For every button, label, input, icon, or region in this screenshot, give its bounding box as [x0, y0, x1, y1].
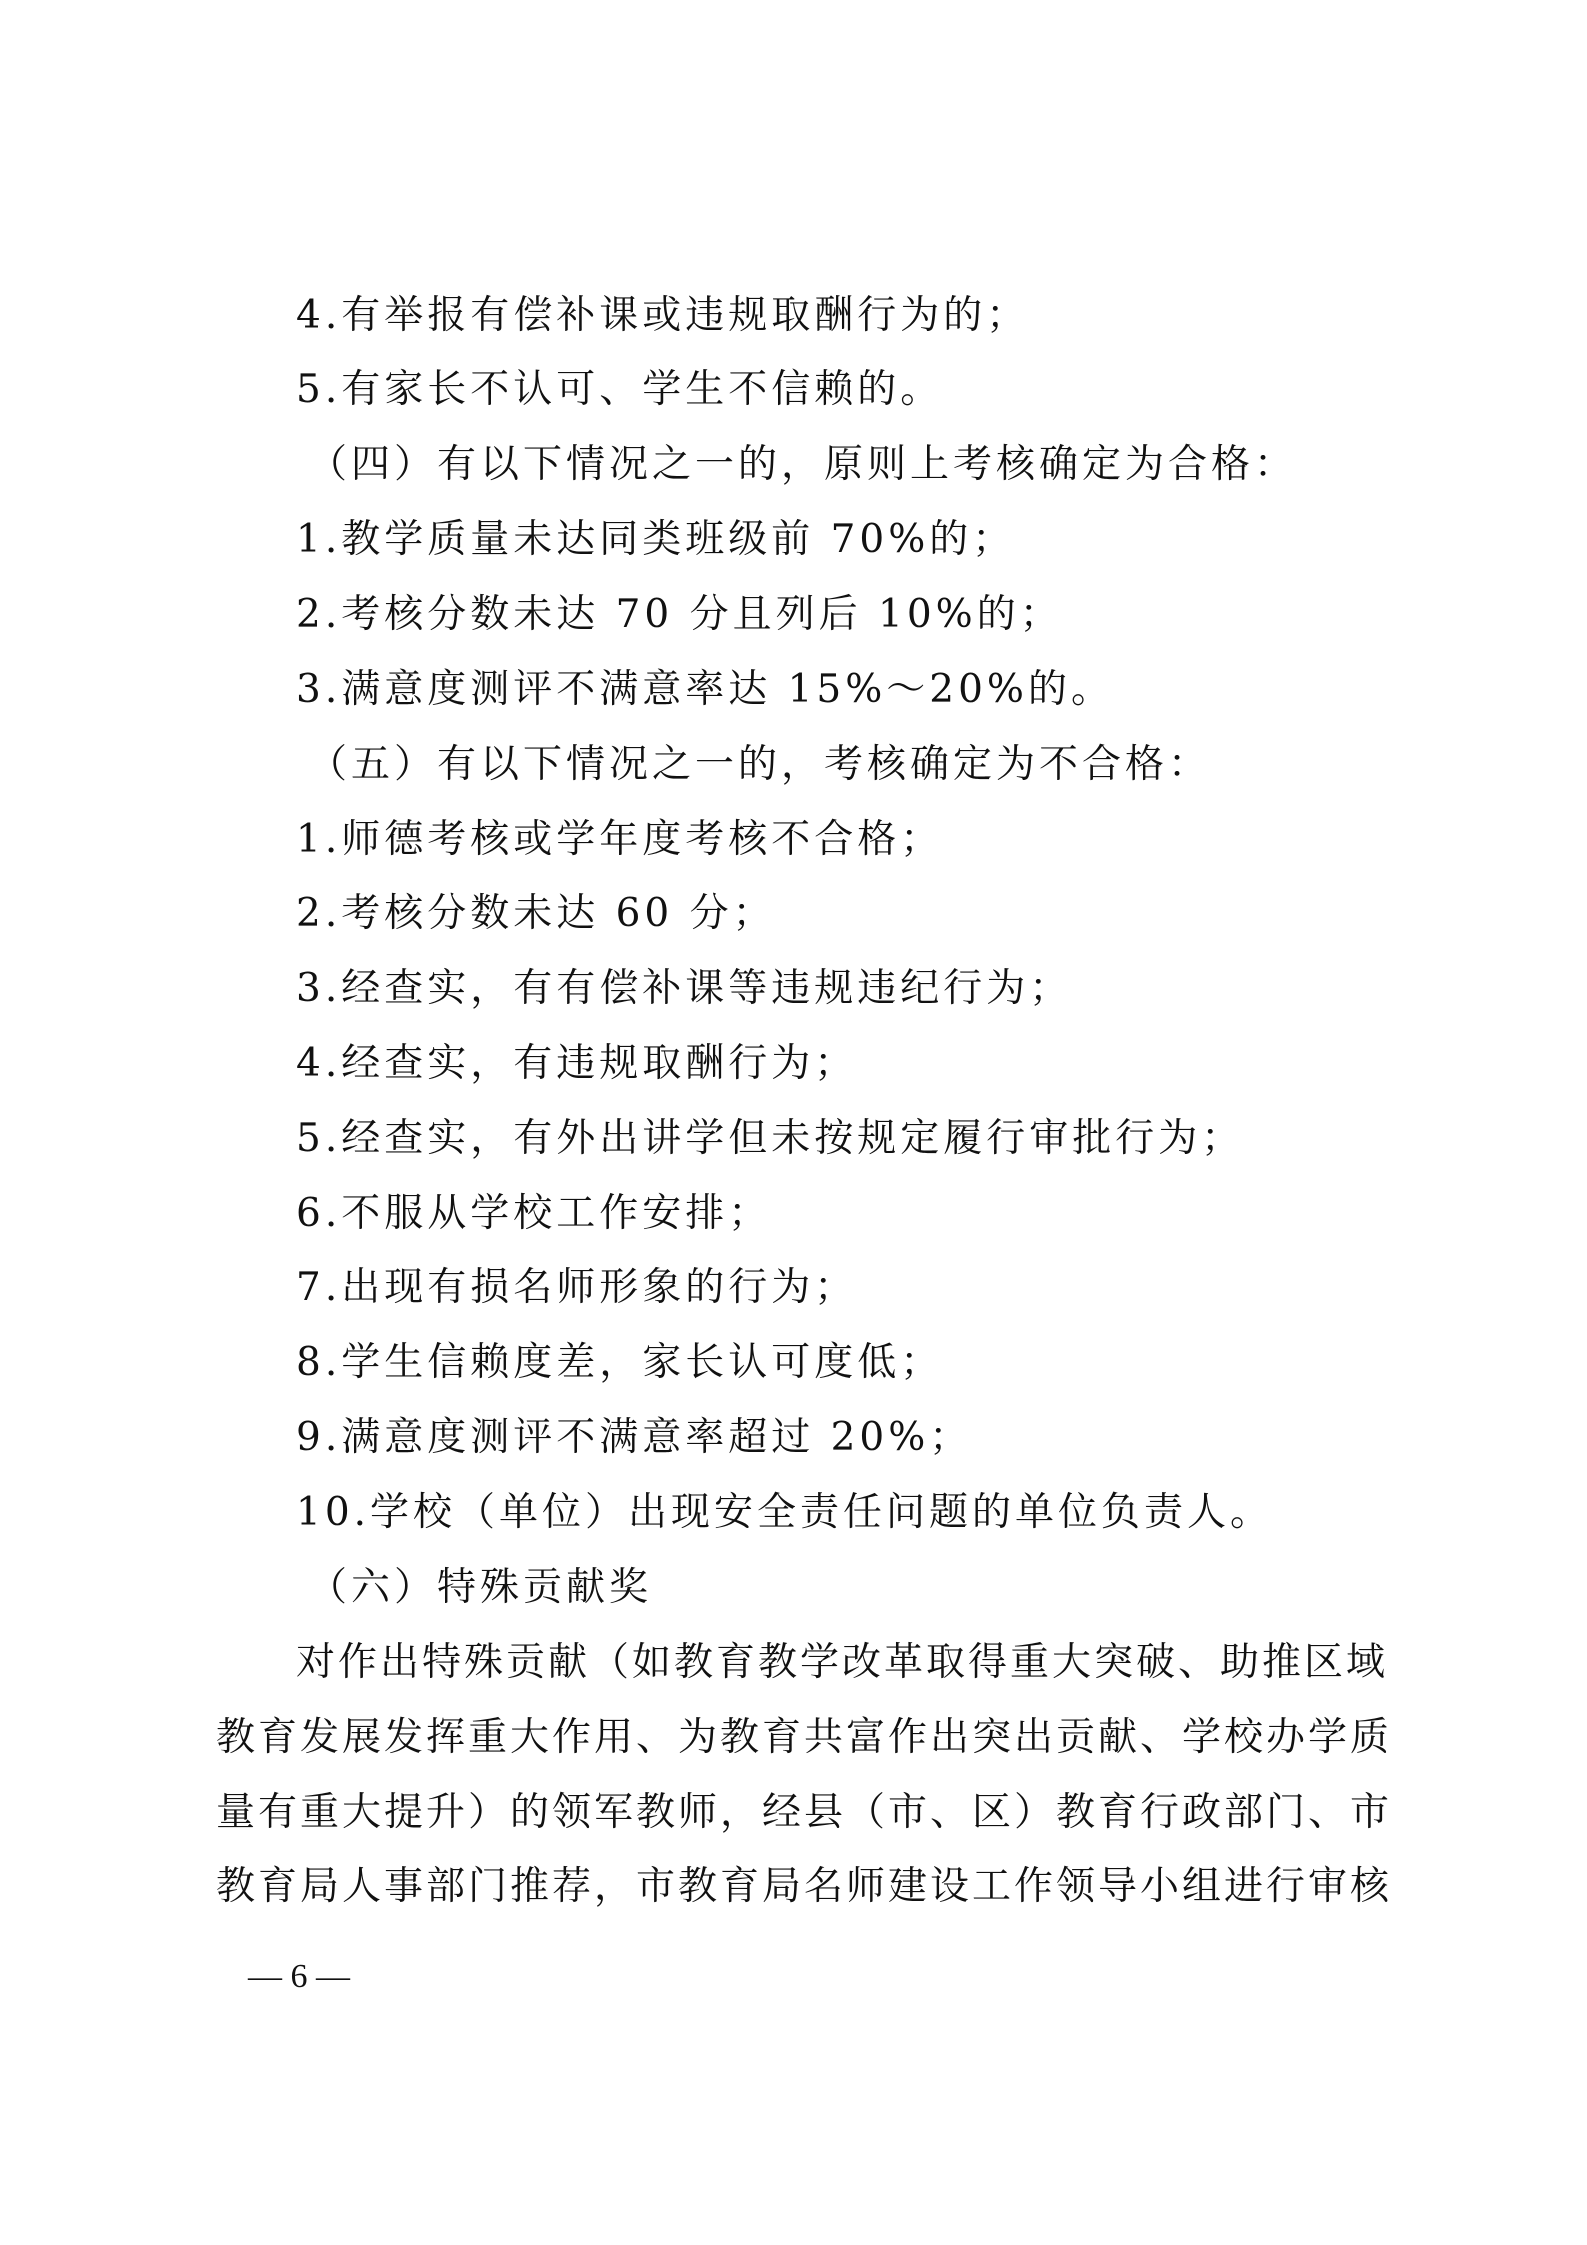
text-line: 6.不服从学校工作安排；	[296, 1191, 772, 1236]
text-line: 3.经查实，有有偿补课等违规违纪行为；	[296, 966, 1073, 1011]
text-line: 9.满意度测评不满意率超过 20%；	[296, 1415, 973, 1460]
text-line: 4.有举报有偿补课或违规取酬行为的；	[296, 293, 1030, 338]
text-line: 1.教学质量未达同类班级前 70%的；	[296, 517, 1016, 562]
text-line: 10.学校（单位）出现安全责任问题的单位负责人。	[296, 1490, 1274, 1535]
text-line: 2.考核分数未达 60 分；	[296, 891, 776, 936]
paragraph-line: 对作出特殊贡献（如教育教学改革取得重大突破、助推区域	[296, 1640, 1389, 1685]
text-line: 1.师德考核或学年度考核不合格；	[296, 817, 944, 862]
text-line: 4.经查实，有违规取酬行为；	[296, 1041, 858, 1086]
text-line: 5.经查实，有外出讲学但未按规定履行审批行为；	[296, 1116, 1245, 1161]
section-heading: （五）有以下情况之一的，考核确定为不合格：	[308, 742, 1212, 787]
section-heading: （四）有以下情况之一的，原则上考核确定为合格：	[308, 442, 1298, 487]
text-line: 5.有家长不认可、学生不信赖的。	[296, 367, 944, 412]
text-line: 8.学生信赖度差，家长认可度低；	[296, 1340, 944, 1385]
page-number: — 6 —	[248, 1958, 350, 1995]
text-line: 7.出现有损名师形象的行为；	[296, 1265, 858, 1310]
text-line: 3.满意度测评不满意率达 15%～20%的。	[296, 667, 1114, 712]
paragraph-line: 教育发展发挥重大作用、为教育共富作出突出贡献、学校办学质	[216, 1715, 1393, 1760]
section-heading: （六）特殊贡献奖	[308, 1565, 653, 1610]
paragraph-line: 量有重大提升）的领军教师，经县（市、区）教育行政部门、市	[216, 1790, 1393, 1835]
paragraph-line: 教育局人事部门推荐，市教育局名师建设工作领导小组进行审核	[216, 1864, 1393, 1909]
text-line: 2.考核分数未达 70 分且列后 10%的；	[296, 592, 1063, 637]
